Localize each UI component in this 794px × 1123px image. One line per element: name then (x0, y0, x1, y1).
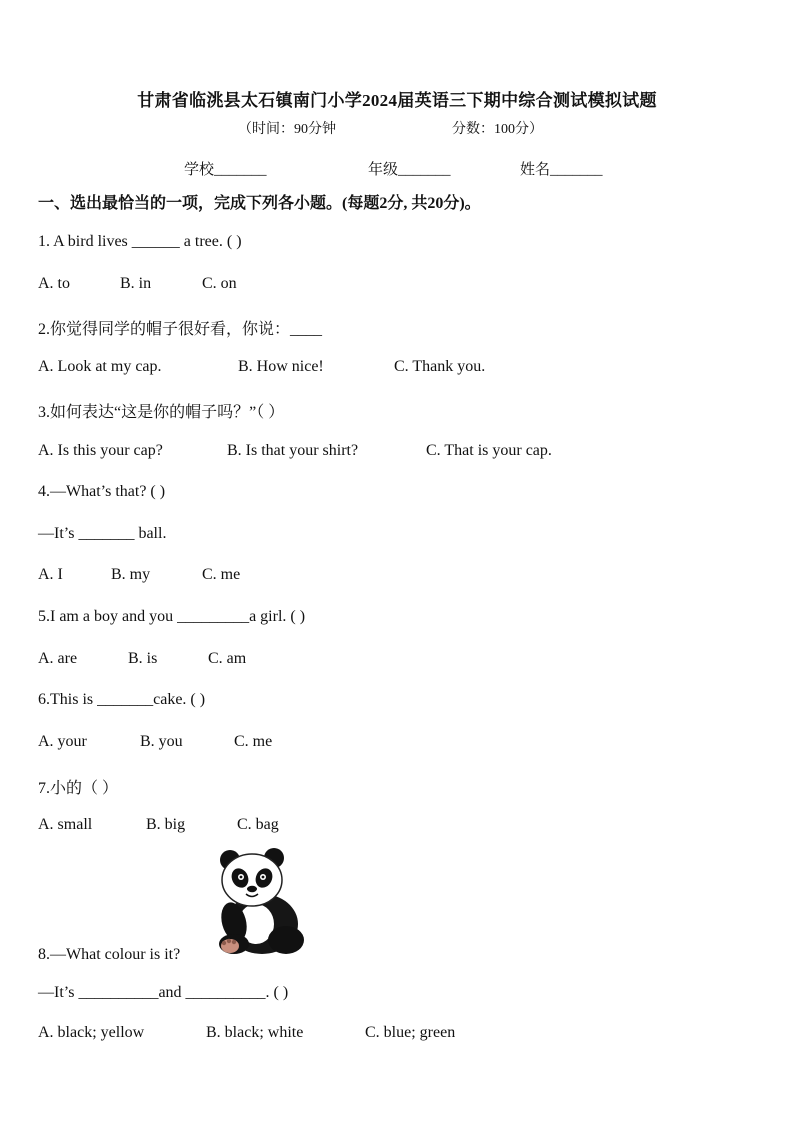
q8-option-a: A. black; yellow (38, 1024, 145, 1041)
q8-option-c: C. blue; green (365, 1024, 456, 1041)
q3-option-b: B. Is that your shirt? (227, 442, 359, 459)
q6-option-a: A. your (38, 733, 87, 750)
section-heading: 一、选出最恰当的一项，完成下列各小题。(每题2分, 共20分)。 (38, 195, 481, 212)
q2-option-b: B. How nice! (238, 358, 324, 375)
question-7: 7.小的（ ） (38, 780, 119, 797)
q1-option-a: A. to (38, 275, 70, 292)
question-8: 8.—What colour is it? (38, 946, 181, 963)
q7-option-b: B. big (146, 816, 186, 833)
q5-option-a: A. are (38, 650, 78, 667)
q4-option-c: C. me (202, 566, 241, 583)
q1-option-b: B. in (120, 275, 152, 292)
grade-field: 年级_______ (368, 162, 451, 178)
q7-option-a: A. small (38, 816, 93, 833)
question-8-reply: —It’s __________and __________. ( ) (38, 984, 289, 1001)
school-field: 学校_______ (184, 162, 267, 178)
page-title: 甘肃省临洮县太石镇南门小学2024届英语三下期中综合测试模拟试题 (137, 91, 657, 110)
question-3: 3.如何表达“这是你的帽子吗？”（ ） (38, 404, 285, 421)
q2-option-c: C. Thank you. (394, 358, 486, 375)
q2-option-a: A. Look at my cap. (38, 358, 162, 375)
panda-illustration (212, 846, 308, 958)
q6-option-b: B. you (140, 733, 183, 750)
q5-option-c: C. am (208, 650, 247, 667)
name-field: 姓名_______ (520, 162, 603, 178)
question-2: 2.你觉得同学的帽子很好看，你说：____ (38, 321, 323, 338)
q1-option-c: C. on (202, 275, 237, 292)
question-4: 4.—What’s that? ( ) (38, 483, 166, 500)
question-6: 6.This is _______cake. ( ) (38, 691, 206, 708)
exam-time: （时间：90分钟 (238, 122, 336, 137)
question-5: 5.I am a boy and you _________a girl. ( ) (38, 608, 306, 625)
q8-option-b: B. black; white (206, 1024, 304, 1041)
q5-option-b: B. is (128, 650, 158, 667)
q6-option-c: C. me (234, 733, 273, 750)
q3-option-c: C. That is your cap. (426, 442, 552, 459)
q4-option-b: B. my (111, 566, 151, 583)
question-1: 1. A bird lives ______ a tree. ( ) (38, 233, 242, 250)
question-4-reply: —It’s _______ ball. (38, 525, 167, 542)
q4-option-a: A. I (38, 566, 63, 583)
q7-option-c: C. bag (237, 816, 279, 833)
exam-score: 分数：100分） (452, 122, 543, 137)
q3-option-a: A. Is this your cap? (38, 442, 163, 459)
